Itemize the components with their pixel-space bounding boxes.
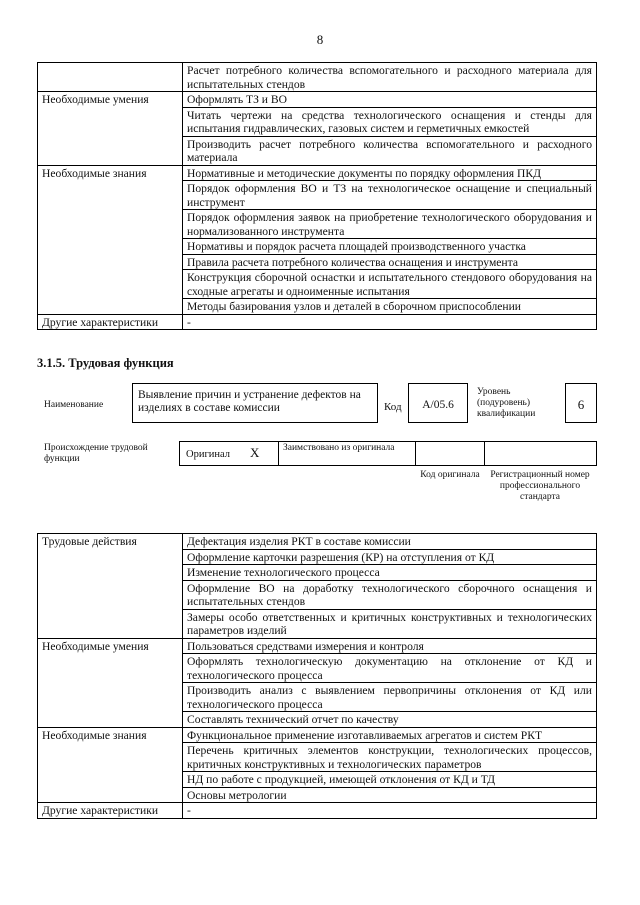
row-text: -	[183, 803, 597, 819]
code-original-caption: Код оригинала	[420, 470, 480, 480]
level-value: 6	[577, 397, 585, 412]
row-text: Читать чертежи на средства технологического оснащения и стенды для испытания гидравлических, газовых систем и герметичных емкостей	[183, 107, 597, 136]
name-label: Наименование	[44, 400, 104, 410]
row-label: Необходимые знания	[38, 165, 183, 314]
original-cell	[179, 441, 279, 466]
bottom-table	[37, 533, 597, 819]
top-table	[37, 62, 597, 330]
row-text: Перечень критичных элементов конструкции, технологических процессов, критичных конструктивных и технологических параметров	[183, 743, 597, 772]
table-row	[38, 727, 597, 743]
table-row	[38, 63, 597, 92]
row-label: Другие характеристики	[38, 314, 183, 330]
borrowed-cell	[278, 441, 416, 466]
row-text: Методы базирования узлов и деталей в сборочном приспособлении	[183, 299, 597, 315]
original-mark: X	[250, 445, 260, 460]
row-text: Оформление ВО на доработку технологического сборочного оснащения и испытательных стендов	[183, 580, 597, 609]
level-label: Уровень (подуровень) квалификации	[477, 387, 536, 419]
table-row	[38, 534, 597, 550]
reg-number-cell	[484, 441, 597, 466]
code-original-cell	[415, 441, 485, 466]
name-value: Выявление причин и устранение дефектов на изделиях в составе комиссии	[138, 389, 361, 414]
row-text: Основы метрологии	[183, 787, 597, 803]
row-text: Пользоваться средствами измерения и контроля	[183, 638, 597, 654]
row-text: Производить анализ с выявлением первопричины отклонения от КД или технологического процесса	[183, 683, 597, 712]
origin-row	[179, 441, 597, 466]
row-text: Порядок оформления заявок на приобретение технологического оборудования и нормализованного инструмента	[183, 210, 597, 239]
row-label: Трудовые действия	[38, 534, 183, 639]
row-text: Оформлять ТЗ и ВО	[183, 92, 597, 108]
row-text: Конструкция сборочной оснастки и испытательного стендового оборудования на сходные агрегаты и одноименные испытания	[183, 270, 597, 299]
row-label	[38, 63, 183, 92]
original-label: Оригинал	[186, 449, 230, 460]
row-text: Нормативные и методические документы по порядку оформления ПКД	[183, 165, 597, 181]
row-text: -	[183, 314, 597, 330]
row-label: Необходимые умения	[38, 638, 183, 727]
row-label: Необходимые знания	[38, 727, 183, 803]
row-text: Замеры особо ответственных и критичных конструктивных и технологических параметров изделий	[183, 609, 597, 638]
row-text: Расчет потребного количества вспомогательного и расходного материала для испытательных стендов	[183, 63, 597, 92]
origin-label: Происхождение трудовой функции	[44, 443, 148, 464]
row-text: Составлять технический отчет по качеству	[183, 712, 597, 728]
row-label: Другие характеристики	[38, 803, 183, 819]
page-number: 8	[316, 32, 324, 47]
row-text: Производить расчет потребного количества вспомогательного и расходного материала	[183, 136, 597, 165]
reg-number-caption: Регистрационный номер профессионального стандарта	[490, 470, 590, 502]
borrowed-label: Заимствовано из оригинала	[283, 443, 395, 453]
code-value: А/05.6	[422, 399, 454, 411]
row-text: Нормативы и порядок расчета площадей производственного участка	[183, 239, 597, 255]
row-text: Дефектация изделия РКТ в составе комиссии	[183, 534, 597, 550]
row-text: НД по работе с продукцией, имеющей отклонения от КД и ТД	[183, 772, 597, 788]
section-title: 3.1.5. Трудовая функция	[37, 356, 174, 370]
row-text: Оформление карточки разрешения (КР) на отступления от КД	[183, 549, 597, 565]
code-label: Код	[384, 401, 402, 413]
row-text: Оформлять технологическую документацию на отклонение от КД и технологического процесса	[183, 654, 597, 683]
table-row	[38, 92, 597, 108]
table-row	[38, 638, 597, 654]
table-row	[38, 165, 597, 181]
table-row	[38, 803, 597, 819]
row-text: Правила расчета потребного количества оснащения и инструмента	[183, 254, 597, 270]
row-text: Порядок оформления ВО и ТЗ на технологическое оснащение и специальный инструмент	[183, 181, 597, 210]
row-label: Необходимые умения	[38, 92, 183, 166]
row-text: Изменение технологического процесса	[183, 565, 597, 581]
table-row	[38, 314, 597, 330]
row-text: Функциональное применение изготавливаемых агрегатов и систем РКТ	[183, 727, 597, 743]
